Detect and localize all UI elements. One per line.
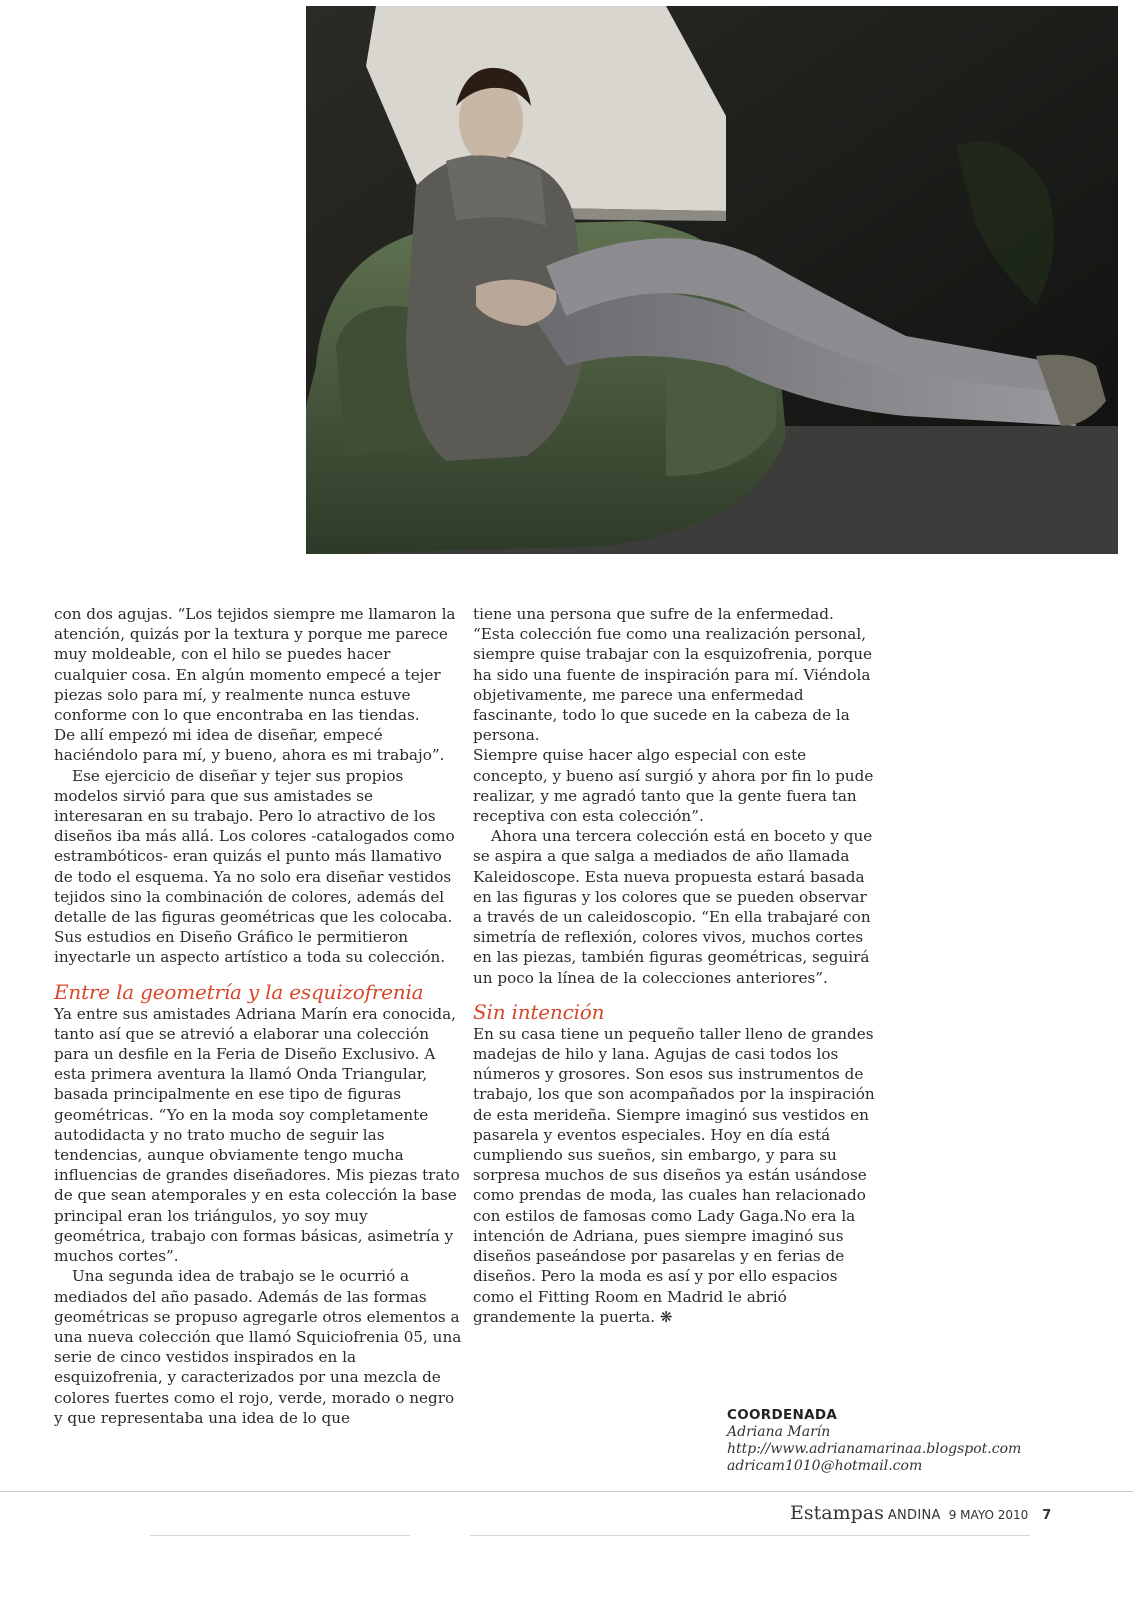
section-heading: Sin intención	[473, 999, 605, 1024]
paragraph: De allí empezó mi idea de diseñar, empecé haciéndolo para mí, y bueno, ahora es mi trabajo”.	[54, 726, 445, 765]
coordenada-label: COORDENADA	[727, 1407, 838, 1423]
section-heading: Entre la geometría y la esquizofrenia	[54, 979, 424, 1004]
magazine-section: ANDINA	[887, 1508, 941, 1523]
article-column-left	[54, 604, 464, 1428]
paragraph: En su casa tiene un pequeño taller lleno de grandes madejas de hilo y lana. Agujas de casi todos los números y grosores. Son esos sus instrumentos de trabajo, los que son acompañados por la inspiración de esta merideña. Siempre imaginó sus vestidos en pasarela y eventos especiales. Hoy en día está cumpliendo sus sueños, sin embargo, y para su sorpresa muchos de sus diseños ya están usándose como prendas de moda, las cuales han relacionado con estilos de famosas como Lady Gaga.No era la intención de Adriana, pues siempre imaginó sus diseños paseándose por pasarelas y en ferias de diseños. Pero la moda es así y por ello espacios como el Fitting Room en Madrid le abrió grandemente la puerta. ❋	[473, 1024, 875, 1326]
coordenada-url: http://www.adrianamarinaa.blogspot.com	[727, 1441, 1022, 1457]
article-photo	[306, 6, 1118, 554]
paragraph: Ya entre sus amistades Adriana Marín era conocida, tanto así que se atrevió a elaborar una colección para un desfile en la Feria de Diseño Exclusivo. A esta primera aventura la llamó Onda Triangular, basada principalmente en ese tipo de figuras geométricas. “Yo en la moda soy completamente autodidacta y no trato mucho de seguir las tendencias, aunque obviamente tengo mucha influencias de grandes diseñadores. Mis piezas trato de que sean atemporales y en esta colección la base principal eran los triángulos, yo soy muy geométrica, trabajo con formas básicas, asimetría y muchos cortes”.	[54, 1004, 460, 1266]
scan-artifact-line	[470, 1535, 1030, 1536]
paragraph: tiene una persona que sufre de la enfermedad. “Esta colección fue como una realización personal, siempre quise trabajar con la esquizofrenia, porque ha sido una fuente de inspiración para mí. Viéndola objetivamente, me parece una enfermedad fascinante, todo lo que sucede en la cabeza de la persona.	[473, 605, 872, 745]
paragraph: Una segunda idea de trabajo se le ocurrió a mediados del año pasado. Además de las formas geométricas se propuso agregarle otros elementos a una nueva colección que llamó Squiciofrenia 05, una serie de cinco vestidos inspirados en la esquizofrenia, y caracterizados por una mezcla de colores fuertes como el rojo, verde, morado o negro y que representaba una idea de lo que	[54, 1267, 462, 1427]
paragraph: Ahora una tercera colección está en boceto y que se aspira a que salga a mediados de año llamada Kaleidoscope. Esta nueva propuesta estará basada en las figuras y los colores que se pueden observar a través de un caleidoscopio. “En ella trabajaré con simetría de reflexión, colores vivos, muchos cortes en las piezas, también figuras geométricas, seguirá un poco la línea de la colecciones anteriores”.	[473, 827, 873, 987]
paragraph: Siempre quise hacer algo especial con este concepto, y bueno así surgió y ahora por fin lo pude realizar, y me agradó tanto que la gente fuera tan receptiva con esta colección”.	[473, 746, 874, 826]
paragraph: con dos agujas. “Los tejidos siempre me llamaron la atención, quizás por la textura y porque me parece muy moldeable, con el hilo se puedes hacer cualquier cosa. En algún momento empecé a tejer piezas solo para mí, y realmente nunca estuve conforme con lo que encontraba en las tiendas.	[54, 605, 456, 725]
issue-date: 9 MAYO 2010	[948, 1508, 1029, 1522]
magazine-name: Estampas	[790, 1502, 884, 1524]
page-footer	[790, 1502, 1051, 1524]
coordenada-name: Adriana Marín	[727, 1424, 831, 1440]
footer-rule	[0, 1491, 1133, 1492]
coordenada-email: adricam1010@hotmail.com	[727, 1458, 923, 1474]
article-column-right	[473, 604, 875, 1327]
paragraph: Ese ejercicio de diseñar y tejer sus propios modelos sirvió para que sus amistades se interesaran en su trabajo. Pero lo atractivo de los diseños iba más allá. Los colores -catalogados como estrambóticos- eran quizás el punto más llamativo de todo el esquema. Ya no solo era diseñar vestidos tejidos sino la combinación de colores, además del detalle de las figuras geométricas que les colocaba. Sus estudios en Diseño Gráfico le permitieron inyectarle un aspecto artístico a toda su colección.	[54, 766, 455, 967]
page-number: 7	[1042, 1508, 1052, 1523]
photograph-woman-in-green-armchair-icon	[306, 6, 1118, 554]
scan-artifact-line	[150, 1535, 410, 1536]
coordenada-box	[727, 1407, 1021, 1475]
